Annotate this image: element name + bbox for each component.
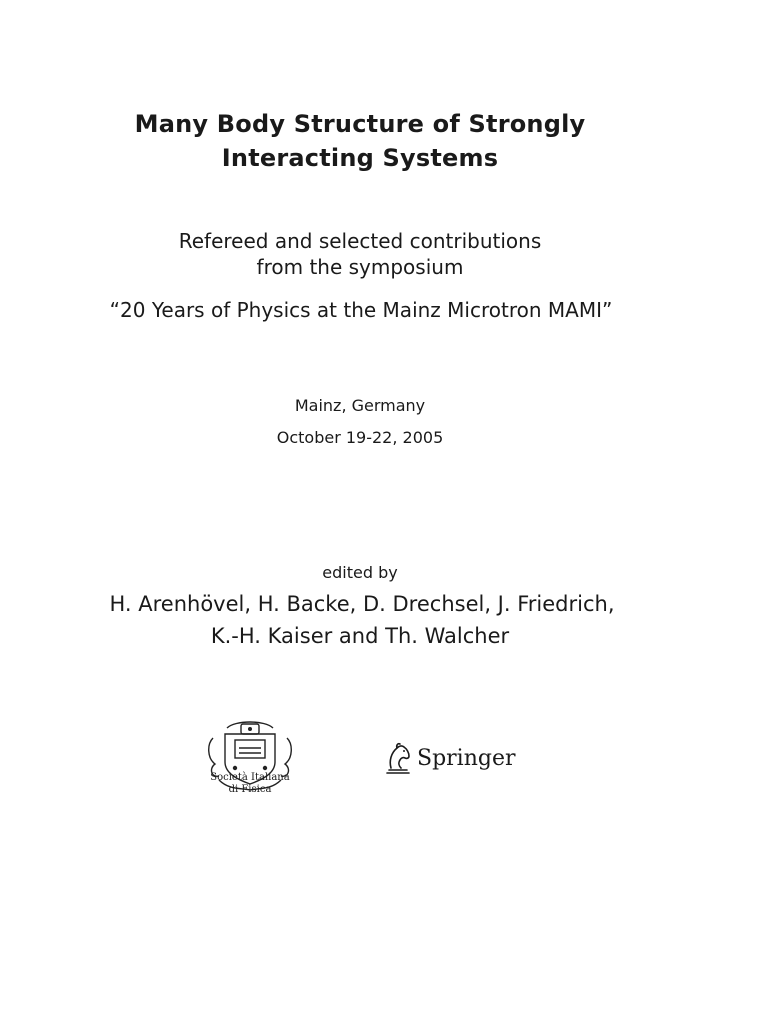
subtitle-line-2: from the symposium — [256, 255, 464, 279]
subtitle-line-1: Refereed and selected contributions — [178, 229, 542, 253]
springer-horse-icon — [383, 741, 413, 775]
sif-name-line-1: Società Italiana — [210, 772, 290, 783]
editors-line-1: H. Arenhövel, H. Backe, D. Drechsel, J. Friedrich, — [109, 592, 615, 616]
editors-line-2: K.-H. Kaiser and Th. Walcher — [210, 624, 510, 648]
book-title-line-1: Many Body Structure of Strongly — [134, 110, 586, 138]
event-location: Mainz, Germany — [294, 396, 426, 415]
sif-name-line-2: di Fisica — [228, 784, 272, 795]
springer-wordmark: Springer — [417, 745, 516, 771]
symposium-title: “20 Years of Physics at the Mainz Microtron MAMI” — [109, 298, 613, 322]
springer-logo — [383, 740, 516, 776]
book-title-line-2: Interacting Systems — [221, 144, 499, 172]
event-dates: October 19-22, 2005 — [276, 428, 444, 447]
edited-by-label: edited by — [322, 563, 398, 582]
